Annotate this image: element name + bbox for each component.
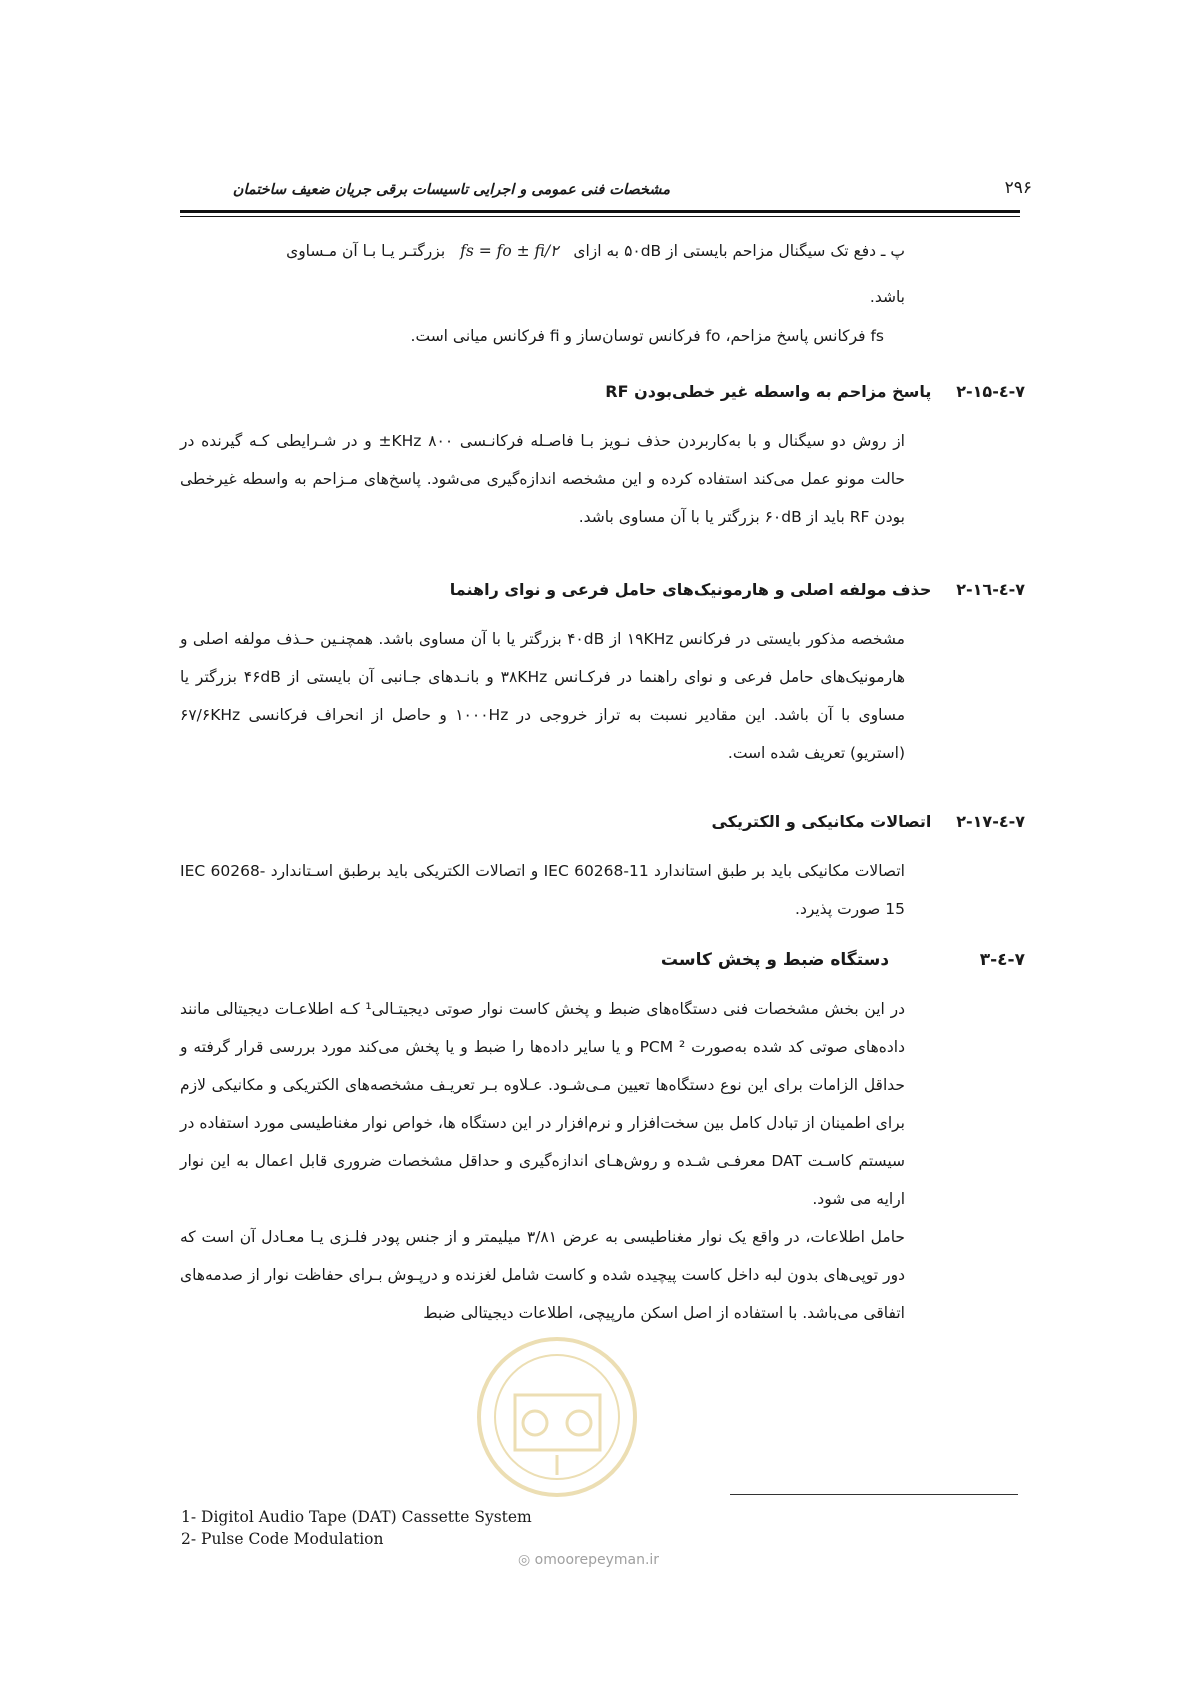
section-body: مشخصه مذکور بایستی در فرکانس ۱۹KHz از ۴۰dB بزرگتر یا با آن مساوی باشد. همچنـین حـذف مولفه اصلی و هارمونیک‌های حامل فرعی و نوای راهنما در فرکـانس ۳۸KHz و بانـدهای جـانبی آن بایستی از ۴۶dB بزرگتر یا مساوی با آن باشد. این مقادیر نسبت به تراز خروجی در ۱۰۰۰Hz و حاصل از انحراف فرکانسی ۶۷/۶KHz (استریو) تعریف شده است.	[180, 630, 905, 762]
intro-formula: fs = fo ± fi/۲	[460, 242, 559, 260]
running-title: مشخصات فنی عمومی و اجرایی تاسیسات برقی جریان ضعیف ساختمان	[232, 182, 670, 198]
watermark-logo-icon: ◎	[518, 1552, 531, 1568]
intro-suffix: بزرگتـر یـا بـا آن مـساوی	[286, 242, 446, 260]
section-title: پاسخ مزاحم به واسطه غیر خطی‌بودن RF	[605, 382, 932, 401]
intro-line-1	[180, 242, 905, 260]
footnote-2: 2- Pulse Code Modulation	[181, 1530, 384, 1548]
section-body: اتصالات مکانیکی باید بر طبق استاندارد IEC 60268-11 و اتصالات الکتریکی باید برطبق اسـتاندارد IEC 60268-15 صورت پذیرد.	[180, 862, 905, 918]
footnote-1: 1- Digitol Audio Tape (DAT) Cassette System	[181, 1508, 532, 1526]
section-body: در این بخش مشخصات فنی دستگاه‌های ضبط و پخش کاست نوار صوتی دیجیتـالی¹ کـه اطلاعـات دیجیتالی مانند داده‌های صوتی کد شده به‌صورت PCM ² و یا سایر داده‌ها را ضبط و یا پخش می‌کند مورد بررسی قرار گرفته و حداقل الزامات برای این نوع دستگاه‌ها تعیین مـی‌شـود. عـلاوه بـر تعریـف مشخصه‌های الکتریکی و مکانیکی لازم برای اطمینان از تبادل کامل بین سخت‌افزار و نرم‌افزار در این دستگاه ها، خواص نوار مغناطیسی مورد استفاده در سیستم کاسـت DAT معرفـی شـده و روش‌هـای اندازه‌گیری و حداقل مشخصات ضروری قابل اعمال به این نوار ارایه می شود.	[180, 1000, 905, 1208]
watermark-seal-icon	[475, 1335, 640, 1500]
intro-line-2: باشد.	[869, 288, 905, 306]
section-number: ۷-٤-۲-۱۷	[956, 812, 1025, 831]
header-rule-thin	[180, 216, 1020, 217]
section-body-continued: حامل اطلاعات، در واقع یک نوار مغناطیسی به عرض ۳/۸۱ میلیمتر و از جنس پودر فلـزی یـا معـادل آن است که دور توپی‌های بدون لبه داخل کاست پیچیده شده و کاست شامل لغزنده و درپـوش بـرای حفاظت نوار از صدمه‌های اتفاقی می‌باشد. با استفاده از اصل اسکن مارپیچی، اطلاعات دیجیتالی ضبط	[180, 1228, 906, 1322]
watermark-url	[518, 1552, 659, 1568]
section-heading	[180, 812, 1025, 831]
section-number: ۷-٤-۲-۱۵	[956, 382, 1025, 401]
section-title: اتصالات مکانیکی و الکتریکی	[711, 812, 932, 831]
section-title: حذف مولفه اصلی و هارمونیک‌های حامل فرعی و نوای راهنما	[449, 580, 932, 599]
header-rule-thick	[180, 210, 1020, 213]
page-number: ۲۹۶	[1004, 178, 1032, 198]
section-heading	[180, 382, 1025, 401]
section-body: از روش دو سیگنال و با به‌کاربردن حذف نـویز بـا فاصـله فرکانـسی ۸۰۰ KHz± و در شـرایطی کـه گیرنده در حالت مونو عمل می‌کند استفاده کرده و این مشخصه اندازه‌گیری می‌شود. پاسخ‌های مـزاحم به واسطه غیرخطی بودن RF باید از ۶۰dB بزرگتر یا با آن مساوی باشد.	[180, 432, 905, 526]
footnote-rule	[730, 1494, 1018, 1495]
section-heading	[180, 580, 1025, 599]
section-number: ۷-٤-۳	[979, 950, 1025, 970]
section-heading	[180, 950, 1025, 970]
intro-prefix: پ ـ دفع تک سیگنال مزاحم بایستی از ۵۰dB به ازای	[573, 242, 905, 260]
section-title: دستگاه ضبط و پخش کاست	[660, 950, 890, 970]
intro-line-3: fs فرکانس پاسخ مزاحم، fo فرکانس توسان‌ساز و fi فرکانس میانی است.	[410, 327, 884, 345]
section-number: ۷-٤-۲-۱٦	[956, 580, 1025, 599]
watermark-site: omoorepeyman.ir	[534, 1552, 660, 1568]
